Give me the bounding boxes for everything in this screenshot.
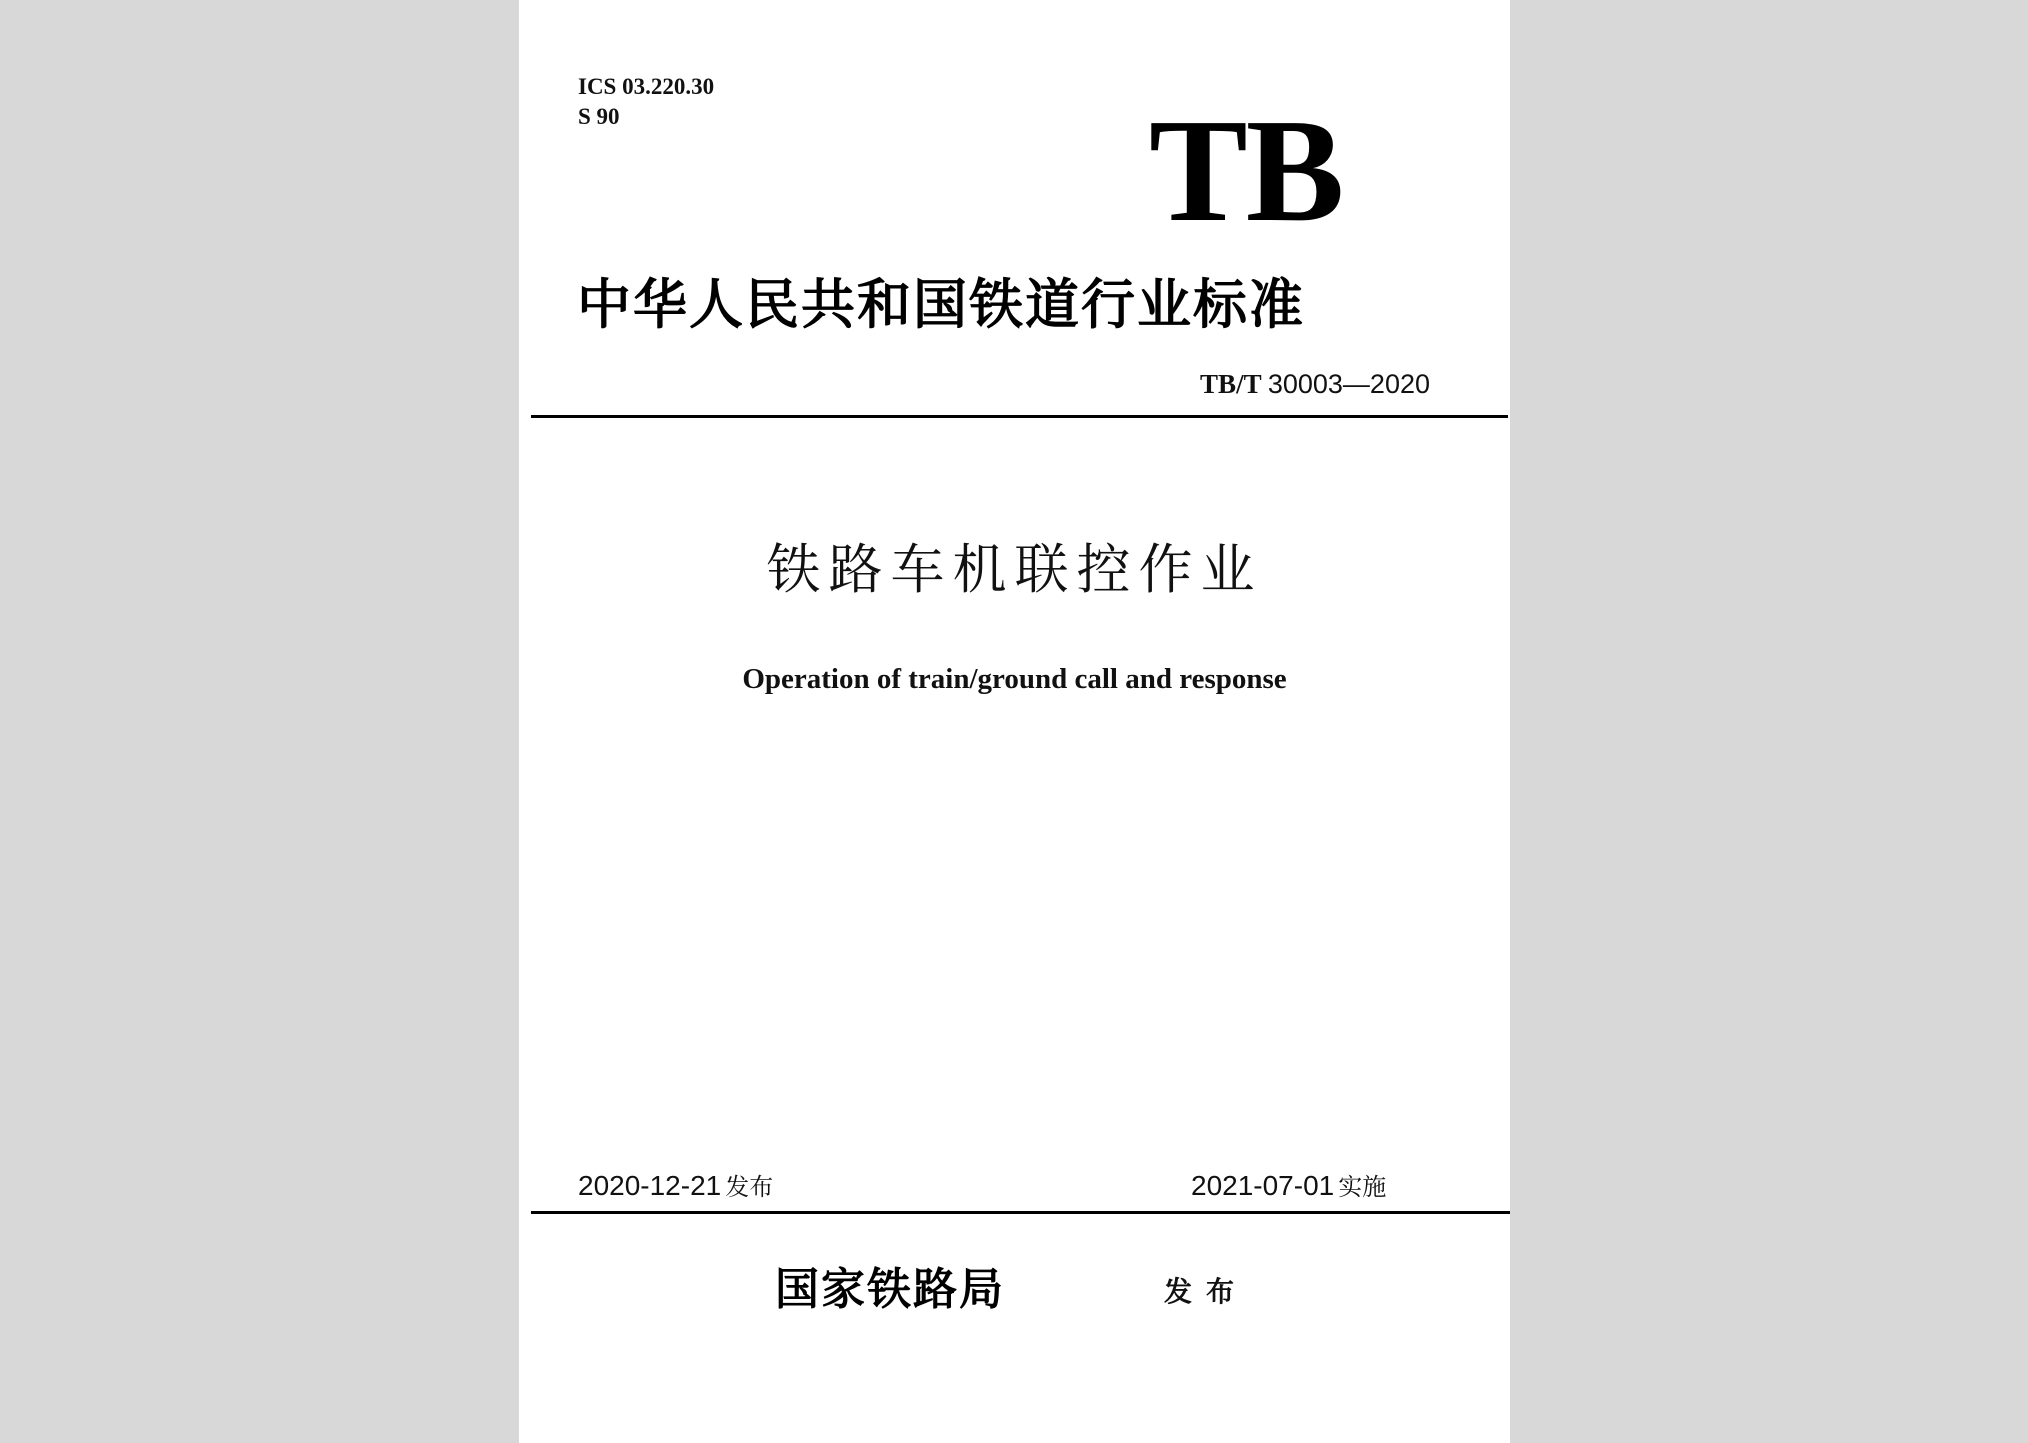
issuing-authority: 国家铁路局: [775, 1264, 1005, 1315]
publish-date-value: 2020-12-21: [578, 1170, 722, 1201]
standard-number-value: 30003—2020: [1267, 369, 1430, 399]
document-title-english: Operation of train/ground call and response: [742, 663, 1287, 695]
ics-code: ICS 03.220.30: [578, 74, 715, 99]
document-title-chinese: 铁路车机联控作业: [766, 538, 1263, 601]
issue-label: 发布: [1164, 1275, 1249, 1308]
tb-logo: TB: [1149, 89, 1343, 253]
publish-date-label: 发布: [725, 1173, 774, 1201]
publish-date: [578, 1168, 773, 1205]
document-page: [519, 0, 1510, 1443]
ccs-code: S 90: [578, 104, 620, 129]
effective-date-value: 2021-07-01: [1191, 1170, 1335, 1201]
standard-prefix: TB/T: [1200, 369, 1262, 399]
bottom-divider: [531, 1211, 1510, 1214]
effective-date-label: 实施: [1338, 1173, 1387, 1201]
standard-number: [1200, 366, 1430, 402]
top-divider: [531, 415, 1508, 418]
organization-title: 中华人民共和国铁道行业标准: [577, 273, 1305, 336]
effective-date: [1191, 1168, 1386, 1205]
